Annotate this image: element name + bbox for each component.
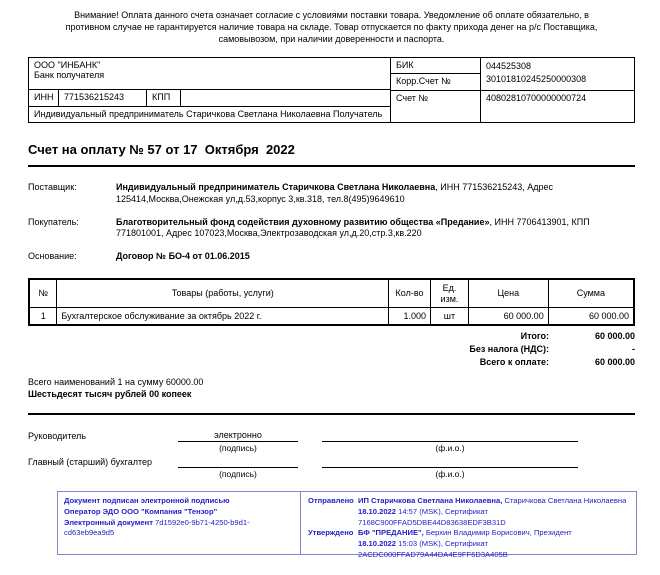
stamp-approved-person: Берхин Владимир Борисович, Президент — [423, 528, 572, 538]
item-description: Бухгалтерское обслуживание за октябрь 2022 г. — [57, 308, 389, 325]
corr-account-value: 30101810245250000308 — [486, 73, 587, 84]
supplier-value — [116, 182, 635, 205]
col-header-sum: Сумма — [548, 279, 634, 308]
supplier-name: Индивидуальный предприниматель Старичкова Светлана Николаевна — [116, 182, 436, 193]
receiver-caption: Получатель — [333, 108, 383, 119]
col-header-unit: Ед. изм. — [431, 279, 469, 308]
basis-label: Основание: — [28, 251, 77, 262]
account-block — [391, 91, 634, 123]
stamp-operator-block — [58, 492, 301, 554]
accountant-signature-line — [178, 456, 298, 468]
bank-name-cell — [29, 58, 390, 90]
inn-value: 771536215243 — [59, 90, 147, 106]
item-quantity: 1.000 — [389, 308, 431, 325]
inn-label: ИНН — [29, 90, 59, 106]
total-row-payable — [28, 356, 635, 368]
name-caption: (ф.и.о.) — [435, 443, 465, 454]
buyer-row — [28, 217, 635, 240]
invoice-title: Счет на оплату № 57 от 17 Октября 2022 — [28, 142, 295, 158]
items-count-line: Всего наименований 1 на сумму 60000.00 — [28, 377, 204, 388]
bank-name: ООО "ИНБАНК" — [34, 59, 101, 70]
item-price: 60 000.00 — [468, 308, 548, 325]
accountant-signature-row — [28, 456, 635, 468]
items-table — [28, 278, 635, 326]
buyer-details: , ИНН 7706413901, КПП 771801001, Адрес 107023,Москва,Электрозаводская ул,д.20,стр.3,кв.220 — [116, 216, 590, 239]
name-caption: (ф.и.о.) — [435, 469, 465, 480]
accountant-label: Главный (старший) бухгалтер — [28, 457, 153, 468]
col-header-goods: Товары (работы, услуги) — [57, 279, 389, 308]
head-signature-line — [178, 430, 298, 442]
bik-label: БИК — [391, 58, 480, 74]
stamp-sent-cert: 14:57 (MSK), Сертификат 7168C900FFAD5DBE44D83638EDF3B31D — [358, 507, 506, 527]
accountant-signature-captions — [28, 469, 635, 479]
stamp-approved-cert: 15:03 (MSK), Сертификат 2ACDC000FFAD79A44DA4E9FF6D3A405B — [358, 538, 508, 559]
head-label: Руководитель — [28, 431, 86, 442]
accountant-name-line — [322, 456, 578, 468]
head-signature-row — [28, 430, 635, 442]
supplier-row — [28, 182, 635, 205]
totals-section — [28, 330, 635, 368]
head-name-line — [322, 430, 578, 442]
section-divider — [28, 413, 635, 415]
amount-in-words: Шестьдесят тысяч рублей 00 копеек — [28, 389, 192, 400]
col-header-number: № — [29, 279, 57, 308]
caption-spacer — [28, 469, 178, 479]
stamp-sent-body — [358, 496, 629, 528]
payable-value: 60 000.00 — [594, 357, 635, 368]
col-header-quantity: Кол-во — [389, 279, 431, 308]
supplier-details: , ИНН 771536215243, Адрес 125414,Москва,Онежская ул,д.53,корпус 3,кв.318, тел.8(495)9649610 — [116, 182, 554, 204]
receiver-name: Индивидуальный предприниматель Старичкова Светлана Николаевна — [34, 108, 331, 119]
stamp-sent-entry — [308, 496, 629, 528]
sign-caption: (подпись) — [219, 443, 257, 454]
buyer-label: Покупатель: — [28, 216, 79, 227]
parties-section — [28, 182, 635, 262]
bik-value: 044525308 — [486, 60, 532, 71]
item-sum: 60 000.00 — [548, 308, 634, 325]
stamp-parties-block — [301, 492, 636, 559]
bank-requisites-table — [28, 57, 635, 124]
items-header-row — [29, 279, 634, 308]
item-number: 1 — [29, 308, 57, 325]
stamp-sent-label: Отправлено — [308, 496, 354, 506]
total-row-vat — [28, 343, 635, 355]
e-signature-stamp — [57, 491, 637, 559]
account-label: Счет № — [391, 91, 481, 123]
stamp-approved-cert-line — [358, 539, 629, 560]
buyer-value — [116, 217, 635, 240]
sign-caption: (подпись) — [219, 469, 257, 480]
signatures-section — [28, 430, 635, 479]
col-header-price: Цена — [468, 279, 548, 308]
buyer-name: Благотворительный фонд содействия духовному развитию общества «Предание» — [116, 216, 490, 227]
payment-warning-text: Внимание! Оплата данного счета означает согласие с условиями поставки товара. Уведомление об оплате обязательно, в противном случае не гарантируется наличие товара на складе. Товар отпускается по факту прихода денег на р/с Поставщика, самовывозом, при наличии доверенности и паспорта. — [65, 10, 598, 44]
corr-account-label: Корр.Счет № — [396, 75, 451, 86]
stamp-approved-entry — [308, 528, 629, 560]
payable-label: Всего к оплате: — [479, 357, 549, 368]
bik-corr-values — [481, 58, 634, 90]
kpp-label: КПП — [147, 90, 181, 106]
stamp-approved-org: БФ "ПРЕДАНИЕ", — [358, 528, 424, 538]
stamp-approved-body — [358, 528, 629, 560]
total-row-subtotal — [28, 330, 635, 342]
stamp-sent-names — [358, 496, 629, 507]
stamp-document-line — [64, 518, 294, 539]
head-signature-captions — [28, 443, 635, 453]
subtotal-value: 60 000.00 — [594, 330, 635, 341]
stamp-sent-person: Старичкова Светлана Николаевна — [502, 496, 627, 506]
inn-kpp-row — [29, 90, 390, 107]
basis-row — [28, 251, 635, 263]
stamp-approved-date: 18.10.2022 — [358, 538, 397, 548]
receiver-cell — [29, 107, 390, 123]
supplier-label: Поставщик: — [28, 182, 77, 193]
vat-value: - — [632, 343, 635, 354]
stamp-approved-label: Утверждено — [308, 528, 354, 538]
stamp-operator-line: Оператор ЭДО ООО "Компания "Тензор" — [64, 507, 218, 517]
stamp-approved-names — [358, 528, 629, 539]
item-unit: шт — [431, 308, 469, 325]
head-signature-note: электронно — [214, 430, 262, 441]
stamp-sent-cert-line — [358, 507, 629, 528]
bank-table-left — [29, 58, 391, 123]
basis-contract: Договор № БО-4 от 01.06.2015 — [116, 251, 250, 262]
bank-table-right — [391, 58, 634, 123]
vat-label: Без налога (НДС): — [469, 343, 549, 354]
stamp-sent-date: 18.10.2022 — [358, 507, 397, 517]
stamp-sent-org: ИП Старичкова Светлана Николаевна, — [358, 496, 503, 506]
table-row — [29, 308, 634, 325]
stamp-doc-id: 7d1592e0-9b71-4250-b9d1-cd63eb9ea9d5 — [64, 517, 250, 538]
subtotal-label: Итого: — [520, 330, 549, 341]
basis-value — [116, 251, 635, 263]
bik-corr-labels — [391, 58, 481, 90]
bank-name-caption: Банк получателя — [34, 69, 105, 80]
summary-section — [28, 376, 635, 400]
caption-spacer — [28, 443, 178, 453]
stamp-signed-line: Документ подписан электронной подписью — [64, 496, 230, 506]
stamp-doc-label: Электронный документ — [64, 517, 153, 527]
bik-corr-block — [391, 58, 634, 91]
account-value: 40802810700000000724 — [486, 92, 587, 103]
kpp-value — [181, 90, 390, 106]
title-divider — [28, 165, 635, 167]
